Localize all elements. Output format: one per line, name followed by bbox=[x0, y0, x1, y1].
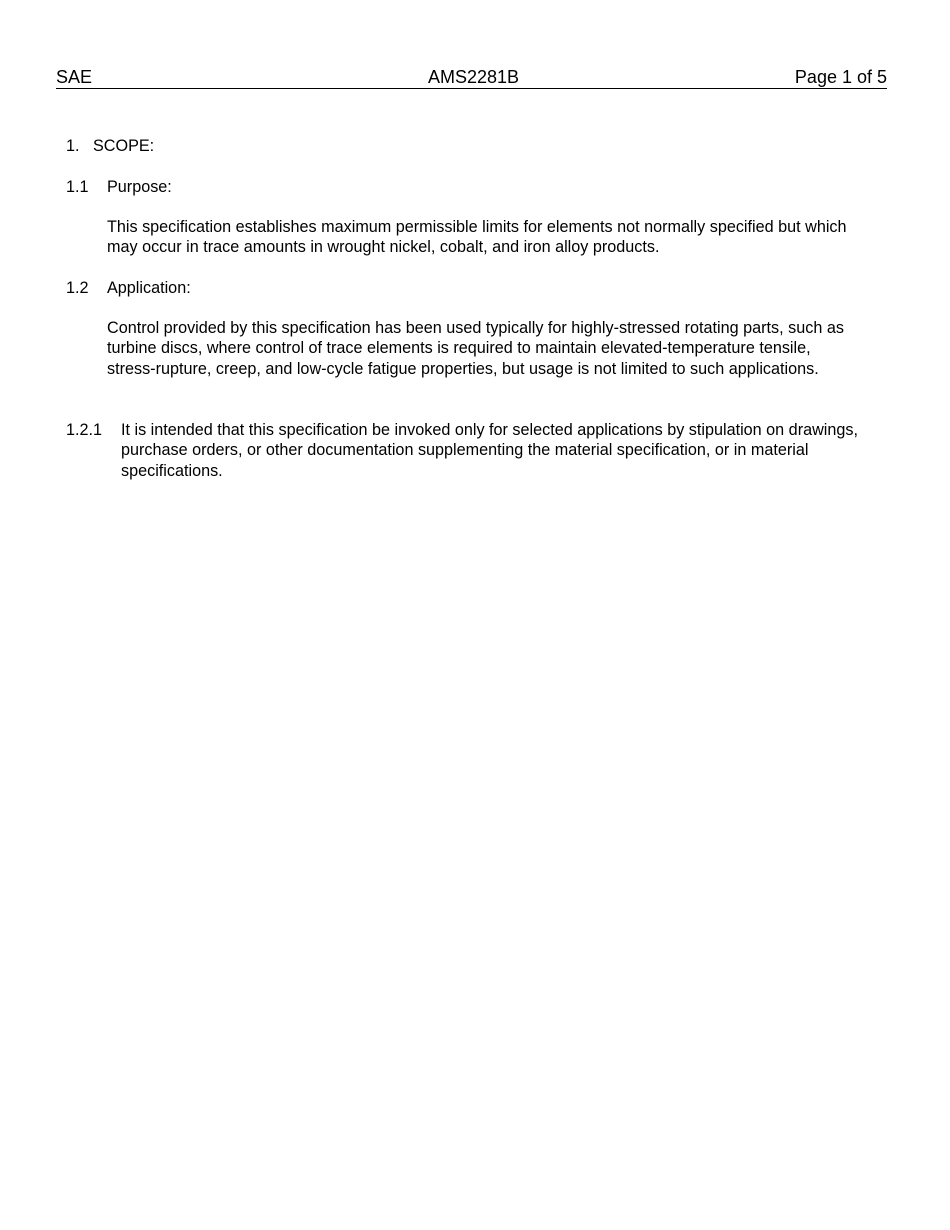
section-title: Purpose: bbox=[107, 178, 172, 196]
section-1-1-heading bbox=[66, 177, 866, 198]
section-1-2-heading bbox=[66, 278, 866, 299]
section-1-heading bbox=[66, 136, 866, 157]
paragraph-text: It is intended that this specification be invoked only for selected applications by stipulation on drawings, purchase orders, or other documentation supplementing the material specification, or in material specifications. bbox=[121, 421, 858, 480]
section-number: 1.1 bbox=[66, 178, 89, 196]
section-number: 1.2 bbox=[66, 279, 89, 297]
section-title: Application: bbox=[107, 279, 191, 297]
header-document-number: AMS2281B bbox=[428, 67, 520, 87]
application-paragraph bbox=[107, 318, 863, 379]
header-page-number: Page 1 of 5 bbox=[794, 67, 887, 87]
paragraph-text: Control provided by this specification has been used typically for highly-stressed rotating parts, such as turbine discs, where control of trace elements is required to maintain elevated-temperature tensile, stress-rupture, creep, and low-cycle fatigue properties, but usage is not limited to such applications. bbox=[107, 319, 844, 378]
section-number: 1. bbox=[66, 137, 80, 155]
header-organization: SAE bbox=[56, 67, 93, 87]
page-header bbox=[56, 66, 887, 89]
section-title: SCOPE: bbox=[93, 137, 155, 155]
paragraph-text: This specification establishes maximum permissible limits for elements not normally specified but which may occur in trace amounts in wrought nickel, cobalt, and iron alloy products. bbox=[107, 218, 847, 257]
purpose-paragraph bbox=[107, 217, 863, 258]
section-number: 1.2.1 bbox=[66, 421, 103, 439]
section-1-2-1 bbox=[66, 420, 866, 481]
